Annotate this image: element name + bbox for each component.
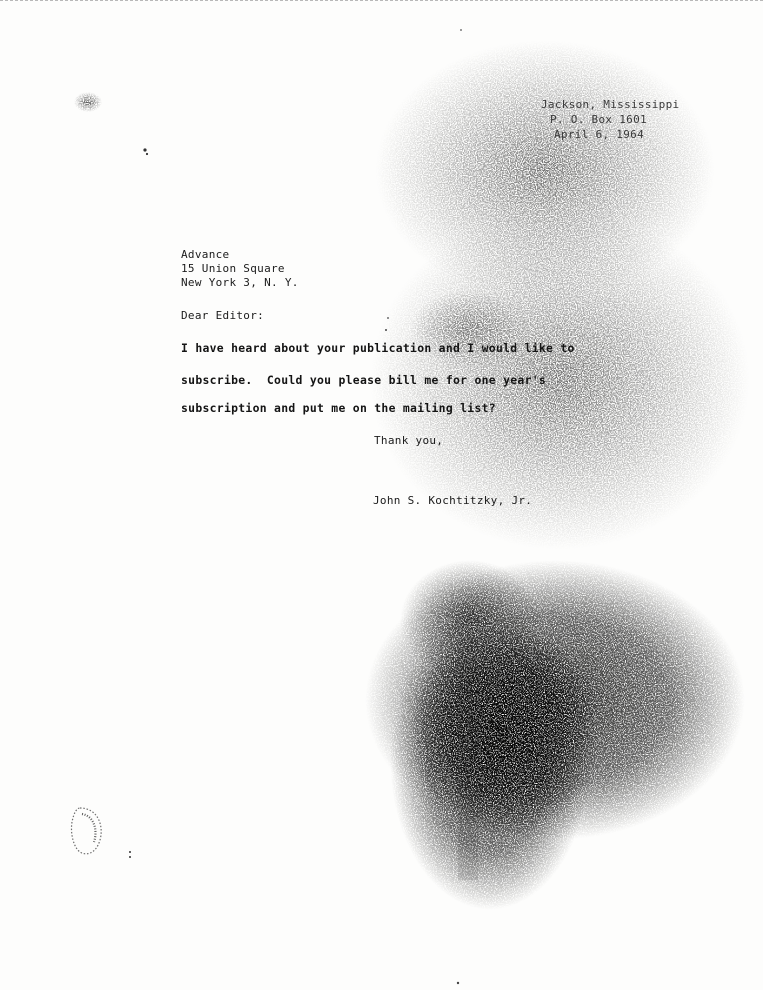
- closing: Thank you,: [374, 434, 444, 447]
- signature: John S. Kochtitzky, Jr.: [373, 494, 533, 507]
- recipient-street: 15 Union Square: [181, 262, 285, 275]
- body-line: subscribe. Could you please bill me for one year's: [181, 373, 547, 387]
- salutation: Dear Editor:: [181, 309, 265, 322]
- body-line: I have heard about your publication and I would like to: [181, 341, 575, 355]
- recipient-name: Advance: [181, 248, 230, 261]
- letter-date: April 6, 1964: [554, 128, 644, 141]
- body-line: subscription and put me on the mailing list?: [181, 401, 496, 415]
- sender-city: Jackson, Mississippi: [541, 98, 680, 111]
- sender-po-box: P. O. Box 1601: [550, 113, 647, 126]
- recipient-city: New York 3, N. Y.: [181, 276, 299, 289]
